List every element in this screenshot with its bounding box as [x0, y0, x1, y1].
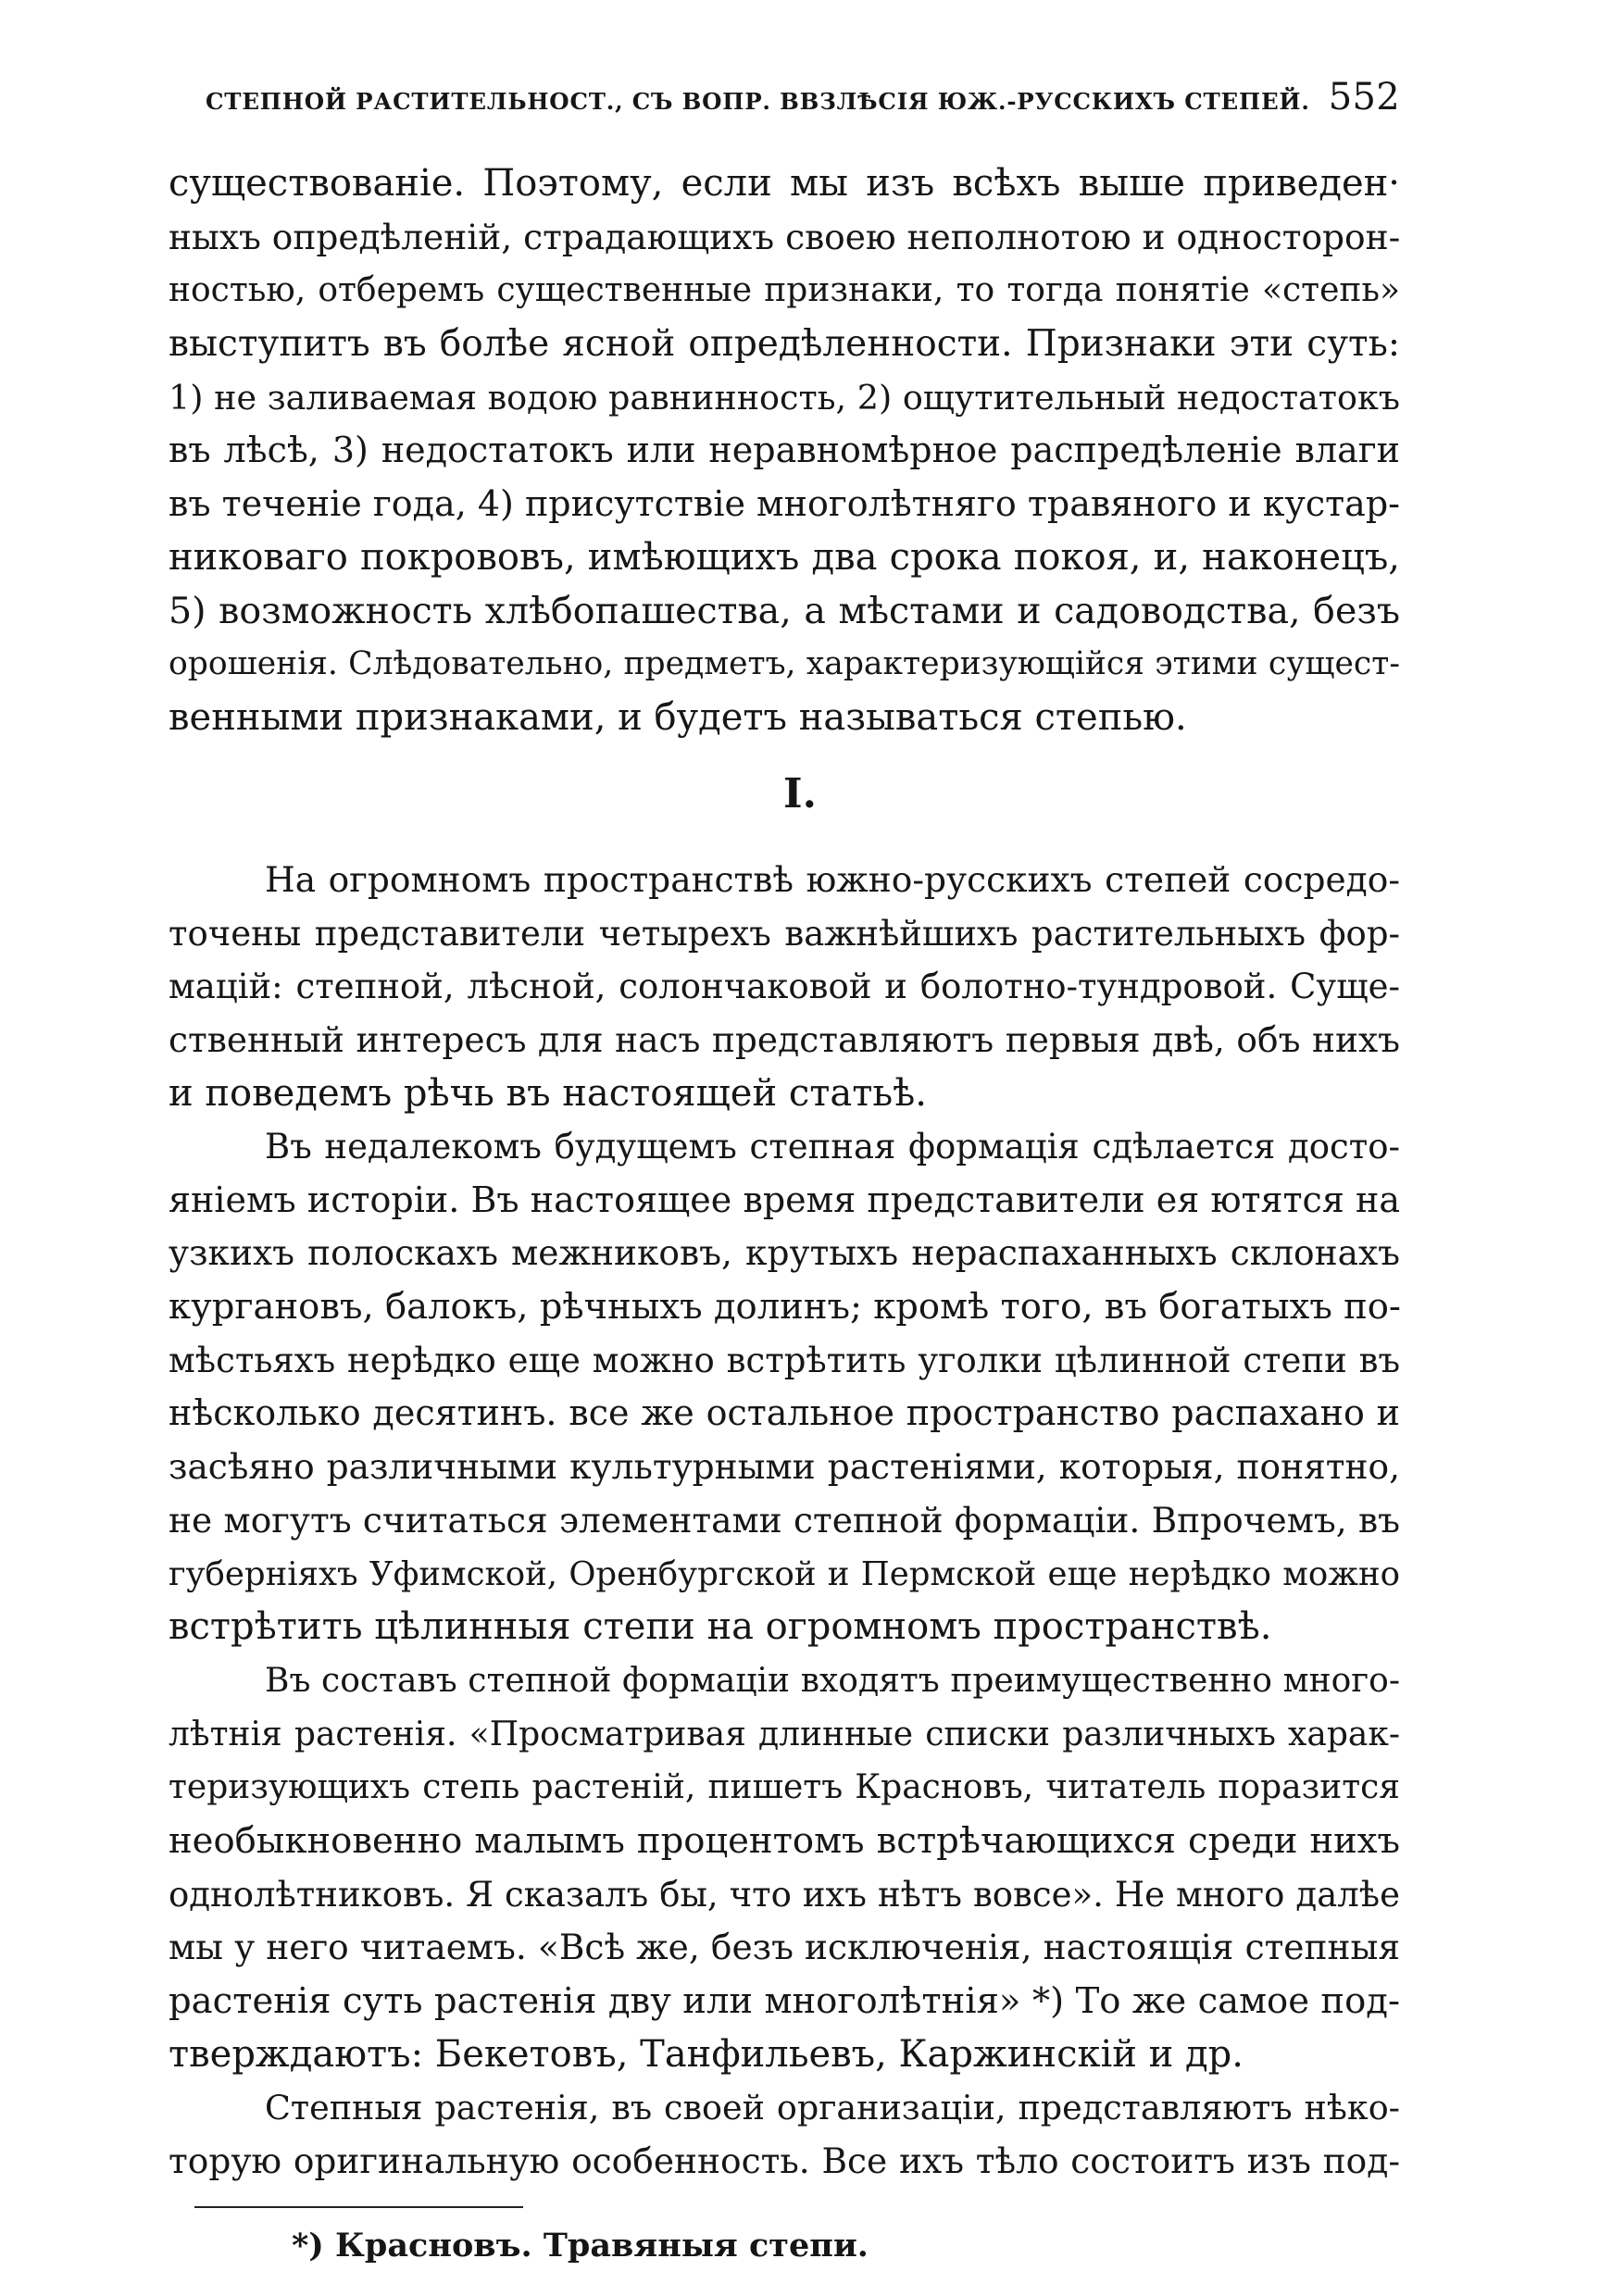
text-line: необыкновенно малымъ процентомъ встрѣчающихся среди нихъ [169, 1820, 1400, 1863]
paragraph-organization [169, 2081, 1400, 2188]
text-line: узкихъ полоскахъ межниковъ, крутыхъ нераспаханныхъ склонахъ [169, 1232, 1400, 1274]
text-line: теризующихъ степь растеній, пишетъ Красновъ, читатель поразится [169, 1768, 1400, 1807]
text-line: губерніяхъ Уфимской, Оренбургской и Пермской еще нерѣдко можно [169, 1554, 1400, 1593]
text-line: Степныя растенія, въ своей организаціи, представляютъ нѣко- [265, 2088, 1400, 2128]
intro-paragraph [169, 157, 1400, 745]
footnote: *) Красновъ. Травяныя степи. [292, 2227, 869, 2265]
text-line: ныхъ опредѣленій, страдающихъ своею неполнотою и односторон- [169, 216, 1401, 257]
text-line: орошенія. Слѣдовательно, предметъ, характеризующійся этими сущест- [169, 645, 1400, 683]
text-line: мѣстьяхъ нерѣдко еще можно встрѣтить уголки цѣлинной степи въ [169, 1340, 1400, 1380]
text-line: существованіе. Поэтому, если мы изъ всѣхъ выше приведен· [169, 162, 1400, 205]
text-line: ственный интересъ для насъ представляютъ первыя двѣ, объ нихъ [169, 1019, 1400, 1061]
text-line: точены представители четырехъ важнѣйшихъ растительныхъ фор- [169, 913, 1400, 954]
text-line: мацій: степной, лѣсной, солончаковой и болотно-тундровой. Суще- [169, 967, 1400, 1007]
text-line: мы у него читаемъ. «Всѣ же, безъ исключенія, настоящія степныя [169, 1927, 1400, 1968]
text-line: и поведемъ рѣчь въ настоящей статьѣ. [169, 1071, 927, 1115]
text-line: въ лѣсѣ, 3) недостатокъ или неравномѣрное распредѣленіе влаги [169, 430, 1400, 471]
paragraph-composition [169, 1654, 1400, 2082]
text-line: тверждаютъ: Бекетовъ, Танфильевъ, Каржинскій и др. [169, 2032, 1244, 2076]
text-line: Въ недалекомъ будущемъ степная формація сдѣлается досто- [265, 1127, 1400, 1167]
text-line: торую оригинальную особенность. Все ихъ тѣло состоитъ изъ под- [169, 2140, 1400, 2181]
running-head-title: СТЕПНОЙ РАСТИТЕЛЬНОСТ., СЪ ВОПР. ВВЗЛѢСІЯ ЮЖ.-РУССКИХЪ СТЕПЕЙ. [206, 88, 1310, 115]
paragraph-future [169, 1120, 1400, 1654]
text-line: выступитъ въ болѣе ясной опредѣленности. Признаки эти суть: [169, 323, 1400, 366]
text-line: На огромномъ пространствѣ южно-русскихъ степей сосредо- [265, 859, 1400, 900]
text-line: растенія суть растенія дву или многолѣтнія» *) То же самое под- [169, 1980, 1400, 2023]
text-line: встрѣтить цѣлинныя степи на огромномъ пространствѣ. [169, 1605, 1272, 1649]
text-line: нѣсколько десятинъ. все же остальное пространство распахано и [169, 1392, 1400, 1434]
text-line: яніемъ исторіи. Въ настоящее время представители ея ютятся на [169, 1179, 1400, 1220]
text-line: венными признаками, и будетъ называться степью. [169, 695, 1187, 739]
footnote-rule [194, 2206, 523, 2208]
text-line: лѣтнія растенія. «Просматривая длинные списки различныхъ харак- [169, 1715, 1400, 1753]
text-line: 5) возможность хлѣбопашества, а мѣстами и садоводства, безъ [169, 589, 1400, 632]
text-line: засѣяно различными культурными растеніями, которыя, понятно, [169, 1446, 1400, 1488]
text-line: не могутъ считаться элементами степной формаціи. Впрочемъ, въ [169, 1499, 1400, 1541]
running-head [206, 74, 1400, 125]
text-line: ностью, отберемъ существенные признаки, то тогда понятіе «степь» [169, 271, 1400, 310]
text-line: 1) не заливаемая водою равнинность, 2) ощутительный недостатокъ [169, 377, 1400, 418]
text-line: Въ составъ степной формаціи входятъ преимущественно много- [265, 1662, 1400, 1700]
section-heading: I. [783, 770, 817, 817]
paragraph-formations [169, 854, 1400, 1120]
text-line: никоваго покрововъ, имѣющихъ два срока покоя, и, наконецъ, [169, 535, 1400, 579]
text-line: кургановъ, балокъ, рѣчныхъ долинъ; кромѣ того, въ богатыхъ по- [169, 1286, 1401, 1329]
text-line: въ теченіе года, 4) присутствіе многолѣтняго травяного и кустар- [169, 483, 1400, 525]
text-line: однолѣтниковъ. Я сказалъ бы, что ихъ нѣтъ вовсе». Не много далѣе [169, 1874, 1400, 1915]
page-number: 552 [1328, 76, 1400, 119]
